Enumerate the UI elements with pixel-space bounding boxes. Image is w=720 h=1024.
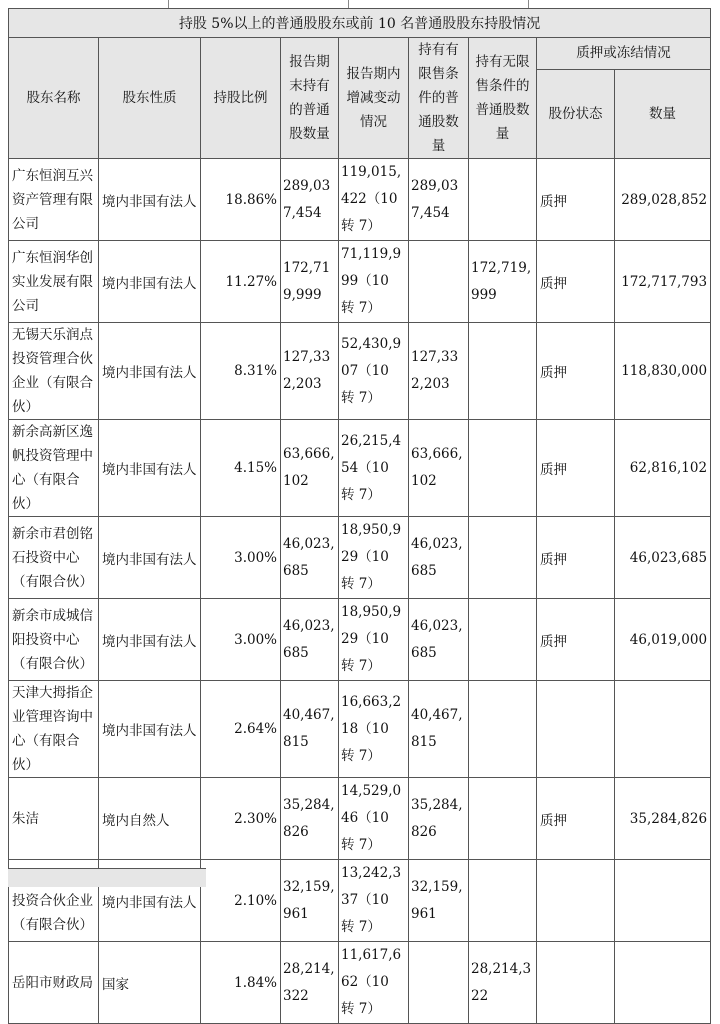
shares-change: 71,119,999（10 转 7）: [339, 241, 409, 323]
shares-change: 52,430,907（10 转 7）: [339, 323, 409, 420]
unrestricted-shares: [469, 517, 537, 599]
pledge-quantity: [615, 860, 711, 942]
shares-change: 18,950,929（10 转 7）: [339, 517, 409, 599]
holding-ratio: 2.10%: [201, 860, 281, 942]
shareholder-nature: 境内非国有法人: [99, 159, 201, 241]
shares-held-end: 40,467,815: [281, 681, 339, 778]
pledge-state: 质押: [537, 599, 615, 681]
restricted-shares: 46,023,685: [409, 517, 469, 599]
pledge-quantity: 172,717,793: [615, 241, 711, 323]
shares-held-end: 63,666,102: [281, 420, 339, 517]
unrestricted-shares: [469, 860, 537, 942]
table-row: [9, 517, 711, 599]
shareholder-nature: 境内非国有法人: [99, 420, 201, 517]
shareholder-nature: 境内非国有法人: [99, 599, 201, 681]
pledge-state: 质押: [537, 420, 615, 517]
table-row: [9, 942, 711, 1024]
holding-ratio: 1.84%: [201, 942, 281, 1024]
shareholder-name: 朱洁: [9, 778, 99, 860]
pledge-state: 质押: [537, 323, 615, 420]
unrestricted-shares: [469, 420, 537, 517]
pledge-quantity: 46,019,000: [615, 599, 711, 681]
pledge-state: [537, 681, 615, 778]
shareholder-nature: 境内自然人: [99, 778, 201, 860]
shares-change: 26,215,454（10 转 7）: [339, 420, 409, 517]
shareholder-name: 投资合伙企业（有限合伙）: [9, 860, 99, 942]
shares-change: 14,529,046（10 转 7）: [339, 778, 409, 860]
pledge-quantity: 118,830,000: [615, 323, 711, 420]
shareholder-name: 新余高新区逸帆投资管理中心（有限合伙）: [9, 420, 99, 517]
header-unrestricted: 持有无限售条件的普通股数量: [469, 38, 537, 159]
holding-ratio: 3.00%: [201, 599, 281, 681]
holding-ratio: 2.30%: [201, 778, 281, 860]
holding-ratio: 11.27%: [201, 241, 281, 323]
restricted-shares: 127,332,203: [409, 323, 469, 420]
header-restricted: 持有有限售条件的普通股数量: [409, 38, 469, 159]
shares-change: 18,950,929（10 转 7）: [339, 599, 409, 681]
shares-held-end: 172,719,999: [281, 241, 339, 323]
pledge-quantity: 289,028,852: [615, 159, 711, 241]
unrestricted-shares: [469, 159, 537, 241]
shareholder-name: 岳阳市财政局: [9, 942, 99, 1024]
restricted-shares: [409, 942, 469, 1024]
pledge-quantity: 46,023,685: [615, 517, 711, 599]
table-row: [9, 241, 711, 323]
pledge-state: 质押: [537, 778, 615, 860]
table-row: [9, 681, 711, 778]
shareholder-nature: 境内非国有法人: [99, 241, 201, 323]
restricted-shares: 35,284,826: [409, 778, 469, 860]
unrestricted-shares: [469, 599, 537, 681]
shares-held-end: 35,284,826: [281, 778, 339, 860]
shares-held-end: 46,023,685: [281, 517, 339, 599]
holding-ratio: 18.86%: [201, 159, 281, 241]
shareholder-name: 广东恒润互兴资产管理有限公司: [9, 159, 99, 241]
shareholder-name: 广东恒润华创实业发展有限公司: [9, 241, 99, 323]
shareholder-name: 天津大拇指企业管理咨询中心（有限合伙）: [9, 681, 99, 778]
shares-change: 119,015,422（10 转 7）: [339, 159, 409, 241]
unrestricted-shares: 172,719,999: [469, 241, 537, 323]
shareholder-name: 新余市君创铭石投资中心（有限合伙）: [9, 517, 99, 599]
pledge-state: 质押: [537, 517, 615, 599]
restricted-shares: 46,023,685: [409, 599, 469, 681]
unrestricted-shares: [469, 778, 537, 860]
table-row: [9, 778, 711, 860]
header-pledge-qty: 数量: [615, 69, 711, 158]
restricted-shares: 40,467,815: [409, 681, 469, 778]
shareholder-name: 无锡天乐润点投资管理合伙企业（有限合伙）: [9, 323, 99, 420]
shareholder-nature: 境内非国有法人: [99, 681, 201, 778]
shareholder-nature: 境内非国有法人: [99, 517, 201, 599]
shares-change: 16,663,218（10 转 7）: [339, 681, 409, 778]
table-row: [9, 159, 711, 241]
pledge-state: 质押: [537, 159, 615, 241]
pledge-quantity: 62,816,102: [615, 420, 711, 517]
header-ratio: 持股比例: [201, 38, 281, 159]
shares-held-end: 32,159,961: [281, 860, 339, 942]
restricted-shares: 289,037,454: [409, 159, 469, 241]
header-pledge-group: 质押或冻结情况: [537, 38, 711, 70]
pledge-state: [537, 942, 615, 1024]
header-name: 股东名称: [9, 38, 99, 159]
restricted-shares: 32,159,961: [409, 860, 469, 942]
unrestricted-shares: 28,214,322: [469, 942, 537, 1024]
shares-held-end: 46,023,685: [281, 599, 339, 681]
top-strip: [0, 0, 720, 8]
pledge-quantity: [615, 942, 711, 1024]
shares-held-end: 289,037,454: [281, 159, 339, 241]
bottom-strip: [8, 868, 206, 887]
restricted-shares: 63,666,102: [409, 420, 469, 517]
pledge-state: [537, 860, 615, 942]
shareholder-nature: 境内非国有法人: [99, 860, 201, 942]
unrestricted-shares: [469, 323, 537, 420]
pledge-quantity: 35,284,826: [615, 778, 711, 860]
table-title: 持股 5%以上的普通股股东或前 10 名普通股股东持股情况: [9, 9, 711, 38]
header-change: 报告期内增减变动情况: [339, 38, 409, 159]
table-row: [9, 420, 711, 517]
shareholder-nature: 境内非国有法人: [99, 323, 201, 420]
header-nature: 股东性质: [99, 38, 201, 159]
table-row: [9, 599, 711, 681]
shares-held-end: 127,332,203: [281, 323, 339, 420]
shareholder-nature: 国家: [99, 942, 201, 1024]
header-held-end: 报告期末持有的普通股数量: [281, 38, 339, 159]
pledge-state: 质押: [537, 241, 615, 323]
holding-ratio: 3.00%: [201, 517, 281, 599]
unrestricted-shares: [469, 681, 537, 778]
shareholder-name: 新余市成城信阳投资中心（有限合伙）: [9, 599, 99, 681]
table-row: [9, 323, 711, 420]
shares-held-end: 28,214,322: [281, 942, 339, 1024]
header-pledge-state: 股份状态: [537, 69, 615, 158]
shares-change: 13,242,337（10 转 7）: [339, 860, 409, 942]
restricted-shares: [409, 241, 469, 323]
holding-ratio: 4.15%: [201, 420, 281, 517]
shares-change: 11,617,662（10 转 7）: [339, 942, 409, 1024]
holding-ratio: 2.64%: [201, 681, 281, 778]
pledge-quantity: [615, 681, 711, 778]
holding-ratio: 8.31%: [201, 323, 281, 420]
